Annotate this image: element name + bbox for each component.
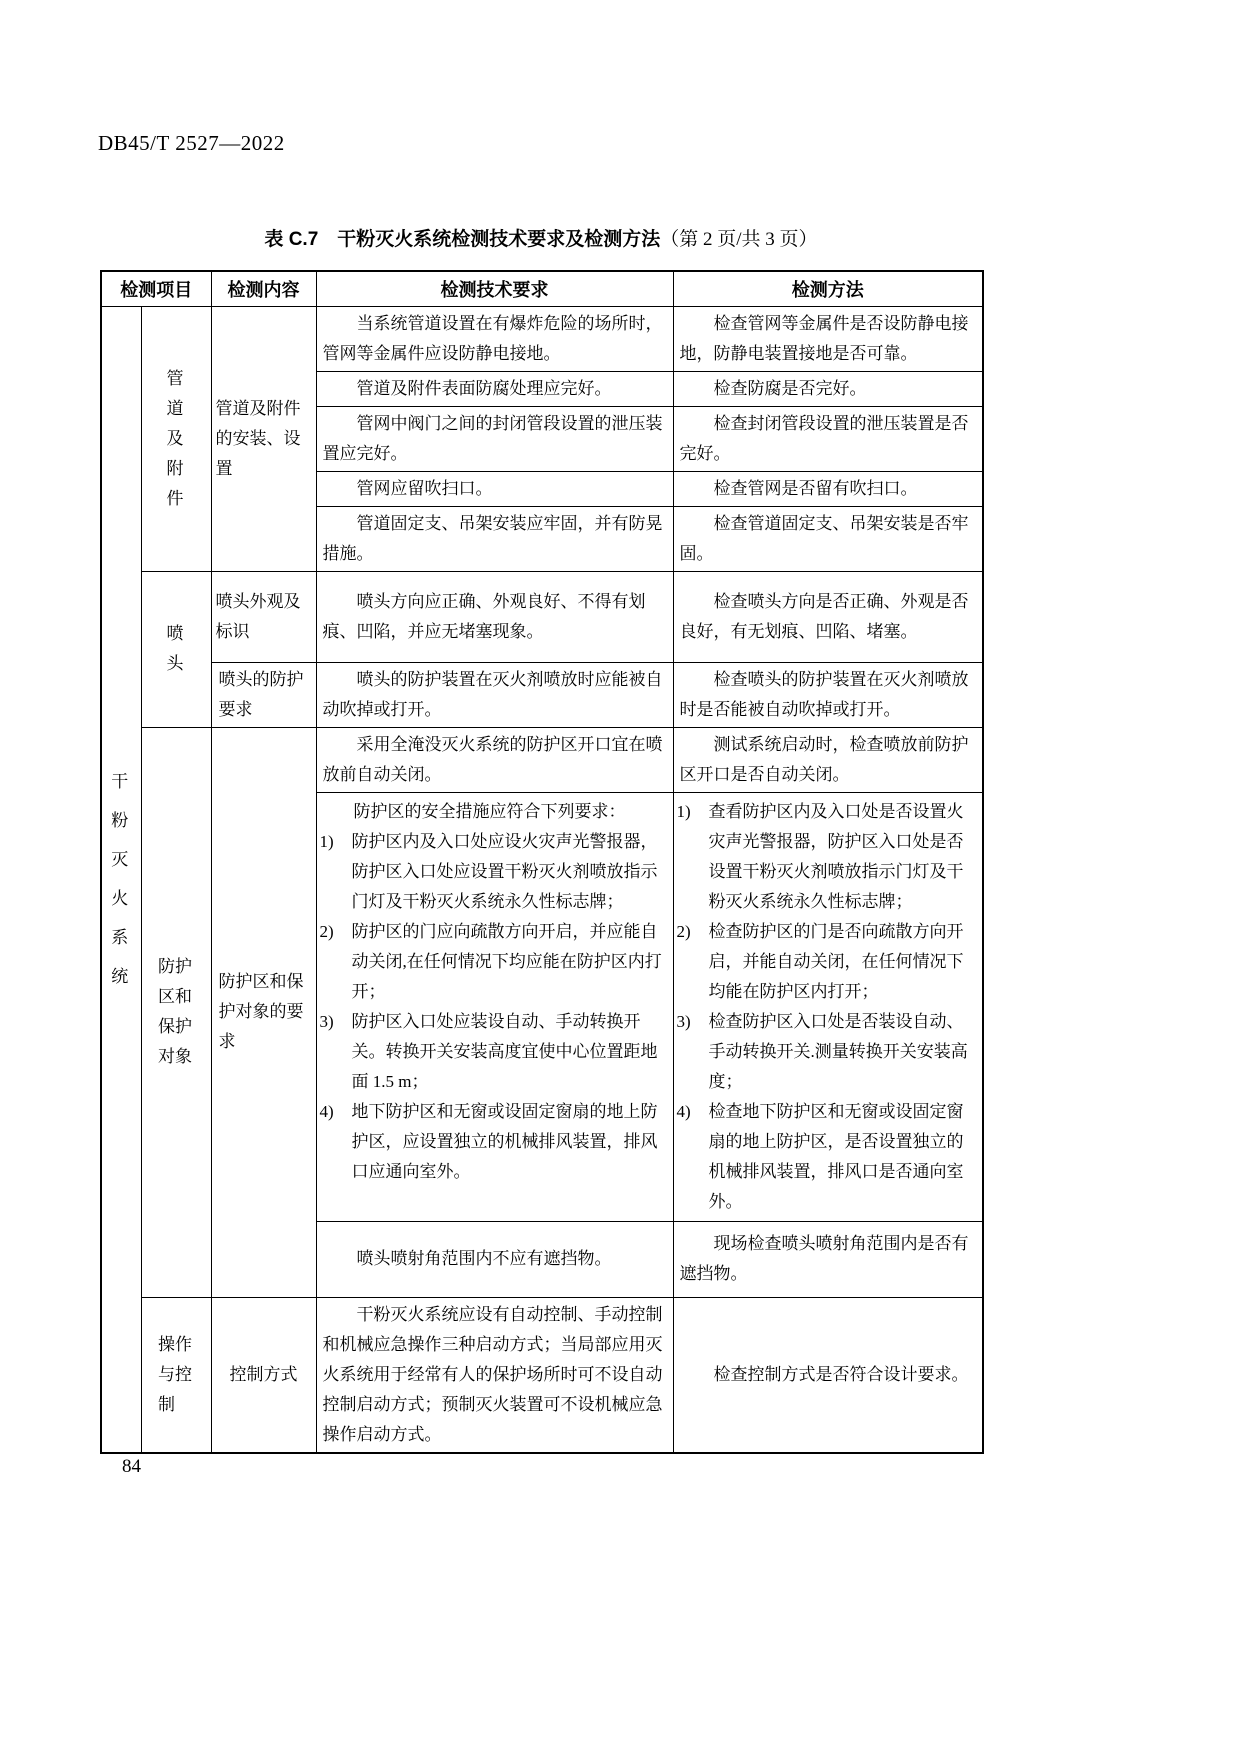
content-label-pipe: 管道及附件的安装、设置: [215, 398, 301, 478]
content-cell-nozzle-protection: [211, 662, 316, 727]
method-cell-control: 检查控制方式是否符合设计要求。: [673, 1297, 983, 1453]
method-list-item: [677, 1097, 978, 1217]
method-cell-pipe-5: 检查管道固定支、吊架安装是否牢固。: [673, 506, 983, 571]
content-cell-zone: [211, 727, 316, 1297]
table-row: [101, 662, 983, 727]
requirement-cell-control: 干粉灭火系统应设有自动控制、手动控制和机械应急操作三种启动方式；当局部应用灭火系统用于经常有人的保护场所时可不设自动控制启动方式；预制灭火装置可不设机械应急操作启动方式。: [316, 1297, 673, 1453]
content-label-nozzle-protection: 喷头的防护要求: [218, 669, 304, 719]
requirement-cell-zone-safety: [316, 792, 673, 1221]
list-number: 1): [676, 801, 691, 821]
item-label-zone: 防护区和保护对象: [158, 957, 192, 1066]
item-label-control: 操作与控制: [158, 1334, 192, 1414]
method-cell-zone-safety: [673, 792, 983, 1221]
list-number: 3): [676, 1011, 691, 1031]
requirement-cell-pipe-4: 管网应留吹扫口。: [316, 471, 673, 506]
table-title-main: 表 C.7 干粉灭火系统检测技术要求及检测方法: [264, 229, 661, 250]
list-text: 检查地下防护区和无窗或设固定窗扇的地上防护区，是否设置独立的机械排风装置，排风口是否通向室外。: [708, 1101, 964, 1211]
table-row: [101, 727, 983, 792]
table-row: [101, 571, 983, 662]
requirement-cell-pipe-2: 管道及附件表面防腐处理应完好。: [316, 371, 673, 406]
method-cell-zone-1: 测试系统启动时，检查喷放前防护区开口是否自动关闭。: [673, 727, 983, 792]
content-label-zone: 防护区和保护对象的要求: [218, 972, 304, 1051]
item-label-pipe: 管道及附件: [166, 368, 184, 508]
page-number: 84: [122, 1456, 141, 1477]
table-row: [101, 306, 983, 371]
item-cell-nozzle: [141, 571, 211, 727]
method-cell-pipe-3: 检查封闭管段设置的泄压装置是否完好。: [673, 406, 983, 471]
item-cell-pipe: [141, 306, 211, 571]
method-cell-pipe-1: 检查管网等金属件是否设防静电接地，防静电装置接地是否可靠。: [673, 306, 983, 371]
content-label-nozzle-appearance: 喷头外观及标识: [215, 591, 301, 641]
method-cell-pipe-4: 检查管网是否留有吹扫口。: [673, 471, 983, 506]
list-number: 4): [319, 1101, 334, 1121]
content-cell-control: [211, 1297, 316, 1453]
method-list-item: [677, 797, 978, 917]
table-title-page: （第 2 页/共 3 页）: [660, 229, 818, 250]
requirement-intro: 防护区的安全措施应符合下列要求：: [353, 801, 626, 821]
list-text: 地下防护区和无窗或设固定窗扇的地上防护区，应设置独立的机械排风装置，排风口应通向室外。: [351, 1101, 658, 1181]
col-header-content: 检测内容: [211, 271, 316, 306]
list-text: 检查防护区入口处是否装设自动、手动转换开关.测量转换开关安装高度；: [708, 1011, 968, 1091]
list-number: 3): [319, 1011, 334, 1031]
item-cell-control: [141, 1297, 211, 1453]
requirement-list-item: [320, 1007, 668, 1097]
content-cell-nozzle-appearance: [211, 571, 316, 662]
list-text: 防护区的门应向疏散方向开启，并应能自动关闭,在任何情况下均应能在防护区内打开；: [351, 921, 662, 1001]
list-number: 1): [319, 831, 334, 851]
content-label-control: 控制方式: [229, 1364, 298, 1384]
method-cell-zone-shield: 现场检查喷头喷射角范围内是否有遮挡物。: [673, 1221, 983, 1297]
list-text: 防护区内及入口处应设火灾声光警报器，防护区入口处应设置干粉灭火剂喷放指示门灯及干粉灭火系统永久性标志牌；: [351, 831, 658, 911]
list-number: 2): [676, 921, 691, 941]
doc-code: DB45/T 2527—2022: [98, 131, 285, 155]
requirement-cell-nozzle-2: 喷头的防护装置在灭火剂喷放时应能被自动吹掉或打开。: [316, 662, 673, 727]
requirement-list-item: [320, 917, 668, 1007]
col-header-method: 检测方法: [673, 271, 983, 306]
header-row: [101, 271, 983, 306]
inspection-table: [100, 270, 984, 1454]
method-list-item: [677, 1007, 978, 1097]
requirement-cell-nozzle-1: 喷头方向应正确、外观良好、不得有划痕、凹陷，并应无堵塞现象。: [316, 571, 673, 662]
item-cell-zone: [141, 727, 211, 1297]
list-text: 检查防护区的门是否向疏散方向开启，并能自动关闭，在任何情况下均能在防护区内打开；: [708, 921, 964, 1001]
item-label-nozzle: 喷头: [166, 624, 184, 673]
method-cell-pipe-2: 检查防腐是否完好。: [673, 371, 983, 406]
system-name-cell: [101, 306, 141, 1453]
requirement-cell-pipe-1: 当系统管道设置在有爆炸危险的场所时，管网等金属件应设防静电接地。: [316, 306, 673, 371]
requirement-list-item: [320, 827, 668, 917]
method-cell-nozzle-1: 检查喷头方向是否正确、外观是否良好，有无划痕、凹陷、堵塞。: [673, 571, 983, 662]
list-number: 2): [319, 921, 334, 941]
list-text: 查看防护区内及入口处是否设置火灾声光警报器，防护区入口处是否设置干粉灭火剂喷放指示门灯及干粉灭火系统永久性标志牌；: [708, 801, 964, 911]
list-text: 防护区入口处应装设自动、手动转换开关。转换开关安装高度宜使中心位置距地面 1.5 m；: [351, 1011, 658, 1091]
col-header-requirement: 检测技术要求: [316, 271, 673, 306]
list-number: 4): [676, 1101, 691, 1121]
table-title: [100, 224, 982, 251]
table-row: [101, 1297, 983, 1453]
requirement-list-item: [320, 1097, 668, 1187]
system-name: 干粉灭火系统: [111, 772, 129, 986]
requirement-cell-zone-shield: 喷头喷射角范围内不应有遮挡物。: [316, 1221, 673, 1297]
method-cell-nozzle-2: 检查喷头的防护装置在灭火剂喷放时是否能被自动吹掉或打开。: [673, 662, 983, 727]
col-header-item: 检测项目: [101, 271, 211, 306]
method-list-item: [677, 917, 978, 1007]
content-cell-pipe: [211, 306, 316, 571]
requirement-cell-pipe-3: 管网中阀门之间的封闭管段设置的泄压装置应完好。: [316, 406, 673, 471]
requirement-cell-pipe-5: 管道固定支、吊架安装应牢固，并有防晃措施。: [316, 506, 673, 571]
requirement-cell-zone-1: 采用全淹没灭火系统的防护区开口宜在喷放前自动关闭。: [316, 727, 673, 792]
